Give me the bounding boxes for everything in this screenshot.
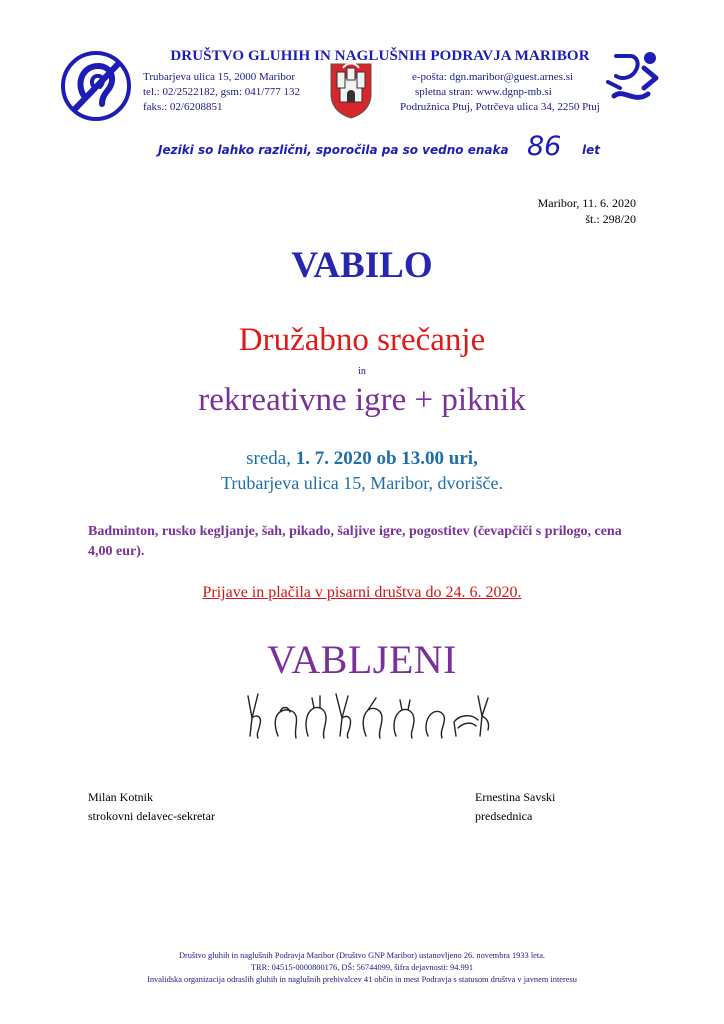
footer-line-2: TRR: 04515-0000800176, DŠ: 56744099, šifra dejavnosti: 94.991 bbox=[250, 963, 474, 972]
reference-number: št.: 298/20 bbox=[585, 212, 636, 226]
welcome-heading: VABLJENI bbox=[267, 637, 457, 682]
right-signatory-role: predsednica bbox=[475, 809, 533, 823]
place-date: Maribor, 11. 6. 2020 bbox=[537, 196, 636, 210]
footer-line-3: Invalidska organizacija odraslih gluhih in naglušnih prebivalcev 41 občin in mest Podravja s statusom društva v javnem interesu bbox=[147, 975, 577, 984]
motto-text: Jeziki so lahko različni, sporočila pa so vedno enaka bbox=[158, 143, 509, 157]
event-subtitle: Družabno srečanje bbox=[238, 322, 486, 358]
maribor-coat-of-arms-icon bbox=[327, 60, 375, 120]
sign-language-hands-icon bbox=[244, 688, 492, 740]
registration-note: Prijave in plačila v pisarni društva do 24. 6. 2020. bbox=[202, 584, 522, 601]
connector-word: in bbox=[358, 366, 366, 377]
header-contact-left bbox=[143, 70, 300, 115]
fax-line: faks.: 02/6208851 bbox=[143, 101, 223, 113]
footer-line-1: Društvo gluhih in naglušnih Podravja Maribor (Društvo GNP Maribor) ustanovljeno 26. novembra 1933 leta. bbox=[178, 951, 546, 960]
phone-line: tel.: 02/2522182, gsm: 041/777 132 bbox=[143, 86, 301, 98]
address-line: Trubarjeva ulica 15, 2000 Maribor bbox=[143, 71, 296, 83]
date-time: 1. 7. 2020 ob 13.00 uri, bbox=[295, 448, 478, 469]
email-line: e-pošta: dgn.maribor@guest.arnes.si bbox=[412, 71, 574, 83]
left-signatory-role: strokovni delavec-sekretar bbox=[88, 809, 215, 823]
event-place: Trubarjeva ulica 15, Maribor, dvorišče. bbox=[220, 473, 504, 493]
left-signatory-name: Milan Kotnik bbox=[88, 790, 153, 804]
page-title: VABILO bbox=[291, 245, 433, 286]
event-name: rekreativne igre + piknik bbox=[198, 382, 526, 418]
signature-right bbox=[475, 788, 555, 826]
activities-description: Badminton, rusko kegljanje, šah, pikado, šaljive igre, pogostitev (čevapčiči s prilogo, cena 4,00 eur). bbox=[88, 524, 622, 559]
right-signatory-name: Ernestina Savski bbox=[475, 790, 556, 804]
branch-line: Podružnica Ptuj, Potrčeva ulica 34, 2250 Ptuj bbox=[400, 101, 600, 113]
header-contact-right bbox=[400, 70, 600, 115]
weekday: sreda, bbox=[246, 448, 296, 469]
organization-name: DRUŠTVO GLUHIH IN NAGLUŠNIH PODRAVJA MARIBOR bbox=[170, 48, 590, 64]
anniversary-suffix: let bbox=[582, 143, 600, 157]
event-date bbox=[0, 448, 724, 470]
website-line: spletna stran: www.dgnp-mb.si bbox=[415, 86, 552, 98]
signature-left bbox=[88, 788, 215, 826]
anniversary-number: 86 bbox=[527, 131, 562, 162]
